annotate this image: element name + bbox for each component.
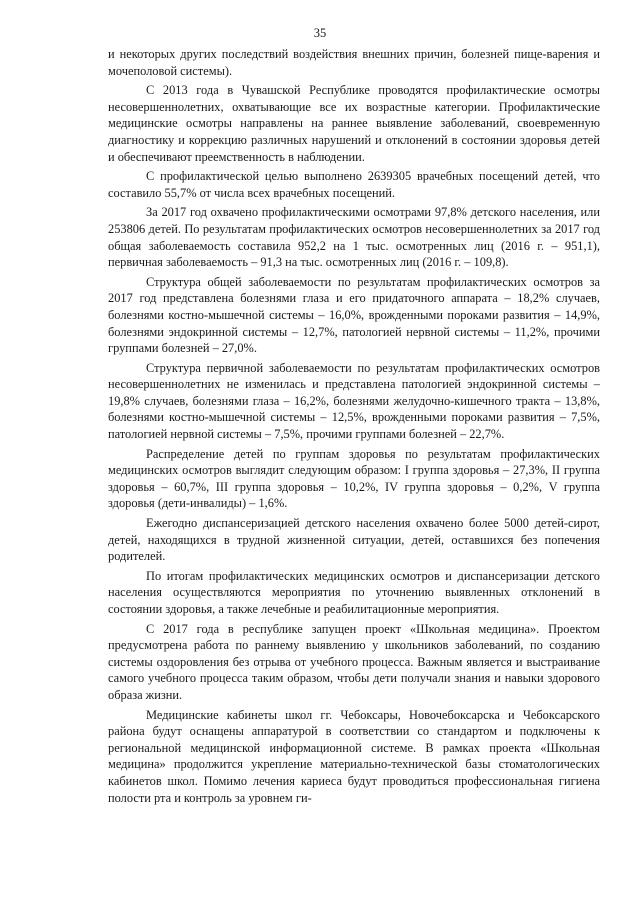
paragraph: Ежегодно диспансеризацией детского населения охвачено более 5000 детей-сирот, детей, находящихся в трудной жизненной ситуации, детей, оставшихся без попечения родителей.	[108, 516, 600, 564]
paragraph: По итогам профилактических медицинских осмотров и диспансеризации детского населения осуществляются мероприятия по уточнению выявленных отклонений в состоянии здоровья, а также лечебные и реабилитационные мероприятия.	[108, 568, 600, 616]
paragraph: С профилактической целью выполнено 2639305 врачебных посещений детей, что составило 55,7% от числа всех врачебных посещений.	[108, 169, 600, 200]
paragraph: Медицинские кабинеты школ гг. Чебоксары, Новочебоксарска и Чебоксарского района будут оснащены аппаратурой в соответствии со стандартом и подключены к региональной медицинской информационной системе. В рамках проекта «Школьная медицина» продолжится укрепление материально-технической базы стоматологических кабинетов школ. Помимо лечения кариеса будут проводиться профессиональная гигиена полости рта и контроль за уровнем ги-	[108, 707, 600, 805]
paragraph: и некоторых других последствий воздействия внешних причин, болезней пище-варения и мочеполовой системы).	[108, 47, 600, 78]
page-number: 35	[313, 26, 327, 40]
document-body	[108, 46, 600, 809]
paragraph: За 2017 год охвачено профилактическими осмотрами 97,8% детского населения, или 253806 детей. По результатам профилактических осмотров несовершеннолетних за 2017 год общая заболеваемость составила 952,2 на 1 тыс. осмотренных лиц (2016 г. – 951,1), первичная заболеваемость – 91,3 на тыс. осмотренных лиц (2016 г. – 109,8).	[108, 205, 600, 270]
paragraph: С 2013 года в Чувашской Республике проводятся профилактические осмотры несовершеннолетних, охватывающие все их возрастные категории. Профилактические медицинские осмотры направлены на раннее выявление заболеваний, своевременную диагностику и коррекцию различных нарушений и отклонений в состоянии здоровья детей и обеспечивают преемственность в наблюдении.	[108, 83, 600, 164]
paragraph: Структура первичной заболеваемости по результатам профилактических осмотров несовершеннолетних не изменилась и представлена патологией эндокринной системы – 19,8% случаев, болезнями глаза – 16,2%, болезнями желудочно-кишечного тракта – 13,8%, болезнями костно-мышечной системы – 12,5%, врожденными пороками развития – 7,5%, патологией нервной системы – 7,5%, прочими группами болезней – 22,7%.	[108, 360, 600, 442]
paragraph: С 2017 года в республике запущен проект «Школьная медицина». Проектом предусмотрена работа по раннему выявлению у школьников заболеваний, по созданию системы оздоровления без отрыва от учебного процесса. Важным является и выстраивание самого учебного процесса таким образом, чтобы дети получали знания и навыки здорового образа жизни.	[108, 621, 600, 702]
paragraph: Структура общей заболеваемости по результатам профилактических осмотров за 2017 год представлена болезнями глаза и его придаточного аппарата – 18,2% случаев, болезнями костно-мышечной системы – 16,0%, врожденными пороками развития – 14,9%, болезнями эндокринной системы – 12,7%, патологией нервной системы – 11,2%, прочими группами болезней – 27,0%.	[108, 274, 600, 356]
paragraph: Распределение детей по группам здоровья по результатам профилактических медицинских осмотров выглядит следующим образом: I группа здоровья – 27,3%, II группа здоровья – 60,7%, III группа здоровья – 10,2%, IV группа здоровья – 0,2%, V группа здоровья (дети-инвалиды) – 1,6%.	[108, 446, 600, 511]
